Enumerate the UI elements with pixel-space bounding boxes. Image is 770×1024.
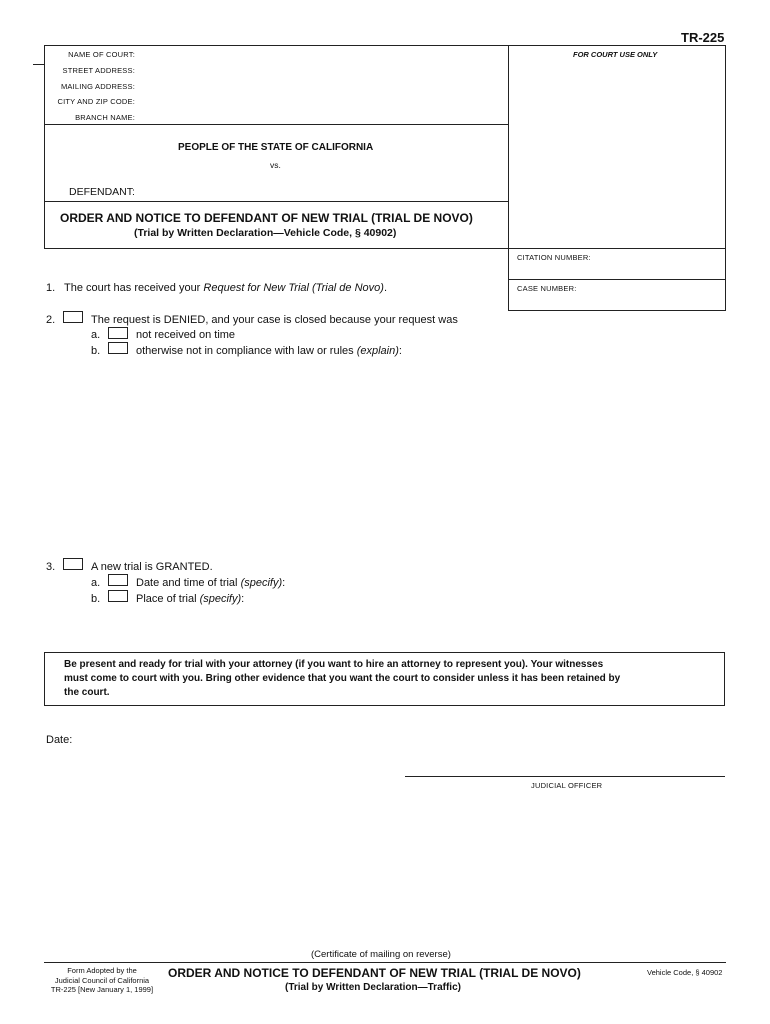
- item-2-number: 2.: [46, 314, 56, 326]
- item-3a-letter: a.: [91, 577, 101, 589]
- header-divider: [508, 45, 509, 311]
- item-2b-text-main: otherwise not in compliance with law or rules: [136, 345, 357, 357]
- form-title: ORDER AND NOTICE TO DEFENDANT OF NEW TRIAL (TRIAL DE NOVO): [60, 211, 473, 225]
- item-3a-text-end: :: [282, 577, 286, 589]
- case-bottom-rule: [508, 310, 726, 311]
- item-2a-letter: a.: [91, 329, 101, 341]
- notice-box: [44, 652, 725, 706]
- form-subtitle: (Trial by Written Declaration—Vehicle Code, § 40902): [134, 227, 397, 239]
- plaintiff-caption: PEOPLE OF THE STATE OF CALIFORNIA: [178, 142, 374, 153]
- city-zip-label: CITY AND ZIP CODE:: [57, 97, 135, 106]
- name-of-court-label: NAME OF COURT:: [68, 50, 135, 59]
- header-top-rule: [44, 45, 726, 46]
- footer-adopted-1: Form Adopted by the: [67, 966, 137, 975]
- item-2a-text: not received on time: [136, 329, 236, 341]
- item-2b-letter: b.: [91, 345, 101, 357]
- item-2-checkbox[interactable]: [63, 311, 83, 323]
- vs-caption: vs.: [270, 160, 281, 170]
- item-3-checkbox[interactable]: [63, 558, 83, 570]
- item-3-text: A new trial is GRANTED.: [91, 561, 213, 573]
- item-3a-text-main: Date and time of trial: [136, 577, 241, 589]
- notice-line-3: the court.: [64, 687, 110, 698]
- case-number-label: CASE NUMBER:: [517, 284, 577, 293]
- item-3b-letter: b.: [91, 593, 101, 605]
- item-3b-text-end: :: [241, 593, 245, 605]
- caption-bottom-rule: [44, 201, 509, 202]
- date-label: Date:: [46, 734, 73, 746]
- form-number: TR-225: [681, 30, 725, 45]
- title-bottom-rule: [44, 248, 726, 249]
- item-2b-text: [136, 345, 402, 357]
- item-3-number: 3.: [46, 561, 56, 573]
- court-use-label: FOR COURT USE ONLY: [573, 50, 658, 59]
- citation-bottom-rule: [508, 279, 726, 280]
- court-name-tick: [33, 64, 45, 65]
- judicial-officer-label: JUDICIAL OFFICER: [531, 781, 603, 790]
- item-2a-checkbox[interactable]: [108, 327, 128, 339]
- header-right-rule: [725, 45, 726, 311]
- item-3a-text: [136, 577, 285, 589]
- footer-subtitle: (Trial by Written Declaration—Traffic): [285, 982, 461, 993]
- footer-title: ORDER AND NOTICE TO DEFENDANT OF NEW TRIAL (TRIAL DE NOVO): [168, 966, 581, 980]
- footer-adopted: [44, 966, 160, 995]
- court-info-bottom-rule: [44, 124, 509, 125]
- item-3b-text-italic: (specify): [199, 593, 242, 605]
- item-1-text: [64, 282, 387, 294]
- defendant-label: DEFENDANT:: [69, 186, 135, 198]
- certificate-note: (Certificate of mailing on reverse): [311, 949, 451, 960]
- item-3b-text-main: Place of trial: [136, 593, 200, 605]
- item-2b-text-italic: (explain): [356, 345, 399, 357]
- item-3a-checkbox[interactable]: [108, 574, 128, 586]
- notice-line-1: Be present and ready for trial with your attorney (if you want to hire an attorney to represent you). Your witnesses: [64, 659, 604, 670]
- item-3a-text-italic: (specify): [240, 577, 283, 589]
- street-address-label: STREET ADDRESS:: [62, 66, 135, 75]
- signature-line[interactable]: [405, 776, 725, 777]
- item-2-text: The request is DENIED, and your case is closed because your request was: [91, 314, 458, 326]
- notice-line-2: must come to court with you. Bring other evidence that you want the court to consider unless it has been retained by: [64, 673, 621, 684]
- item-1-number: 1.: [46, 282, 56, 294]
- item-1-text-end: .: [383, 282, 388, 294]
- item-2b-text-end: :: [398, 345, 402, 357]
- citation-number-label: CITATION NUMBER:: [517, 253, 591, 262]
- item-1-text-italic: Request for New Trial (Trial de Novo): [203, 282, 384, 294]
- item-3b-checkbox[interactable]: [108, 590, 128, 602]
- footer-code: Vehicle Code, § 40902: [647, 968, 723, 977]
- footer-adopted-2: Judicial Council of California: [54, 975, 150, 985]
- footer-rule: [44, 962, 726, 963]
- item-3b-text: [136, 593, 244, 605]
- branch-name-label: BRANCH NAME:: [75, 113, 135, 122]
- header-left-rule: [44, 45, 45, 249]
- mailing-address-label: MAILING ADDRESS:: [60, 82, 135, 91]
- footer-adopted-3: TR-225 [New January 1, 1999]: [50, 985, 154, 994]
- item-2b-checkbox[interactable]: [108, 342, 128, 354]
- item-1-text-main: The court has received your: [64, 282, 204, 294]
